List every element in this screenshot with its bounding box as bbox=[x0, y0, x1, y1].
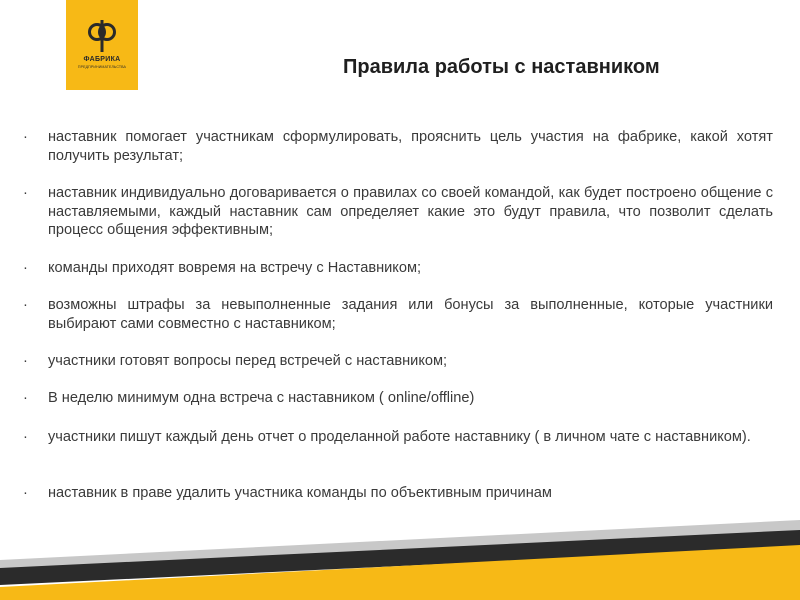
rule-text: наставник индивидуально договаривается о правилах со своей командой, как будет построено общение с наставляемыми, каждый наставник сам определяет какие это будут правила, что позволит сделать процесс общения эффективным; bbox=[48, 185, 773, 238]
bullet-marker: · bbox=[23, 129, 28, 145]
logo-name: ФАБРИКА bbox=[83, 56, 121, 63]
footer-stripes bbox=[0, 515, 800, 600]
brand-logo bbox=[66, 0, 138, 90]
bullet-marker: · bbox=[23, 390, 28, 406]
bullet-marker: · bbox=[23, 429, 28, 445]
rule-item bbox=[23, 389, 773, 408]
rule-item bbox=[23, 259, 773, 278]
bullet-marker: · bbox=[23, 260, 28, 276]
bullet-marker: · bbox=[23, 485, 28, 501]
ff-monogram-icon bbox=[86, 18, 118, 54]
rule-text: участники пишут каждый день отчет о проделанной работе наставнику ( в личном чате с наставником). bbox=[48, 429, 751, 445]
rule-item bbox=[23, 296, 773, 333]
rule-text: участники готовят вопросы перед встречей с наставником; bbox=[48, 353, 448, 369]
rule-text: возможны штрафы за невыполненные задания или бонусы за выполненные, которые участники выбирают сами совместно с наставником; bbox=[48, 297, 773, 332]
bullet-marker: · bbox=[23, 185, 28, 201]
page-title: Правила работы с наставником bbox=[343, 56, 660, 78]
rule-item bbox=[23, 184, 773, 240]
rule-text: наставник помогает участникам сформулировать, прояснить цель участия на фабрике, какой хотят получить результат; bbox=[48, 129, 773, 164]
rule-item bbox=[23, 484, 773, 503]
rule-item bbox=[23, 128, 773, 165]
rule-item bbox=[23, 352, 773, 371]
rule-text: наставник в праве удалить участника команды по объективным причинам bbox=[48, 485, 552, 501]
logo-subtitle: ПРЕДПРИНИМАТЕЛЬСТВА bbox=[77, 65, 127, 69]
rule-item bbox=[23, 428, 773, 447]
bullet-marker: · bbox=[23, 353, 28, 369]
bullet-marker: · bbox=[23, 297, 28, 313]
rule-text: команды приходят вовремя на встречу с Наставником; bbox=[48, 260, 422, 276]
rule-text: В неделю минимум одна встреча с наставником ( online/offline) bbox=[48, 390, 475, 406]
